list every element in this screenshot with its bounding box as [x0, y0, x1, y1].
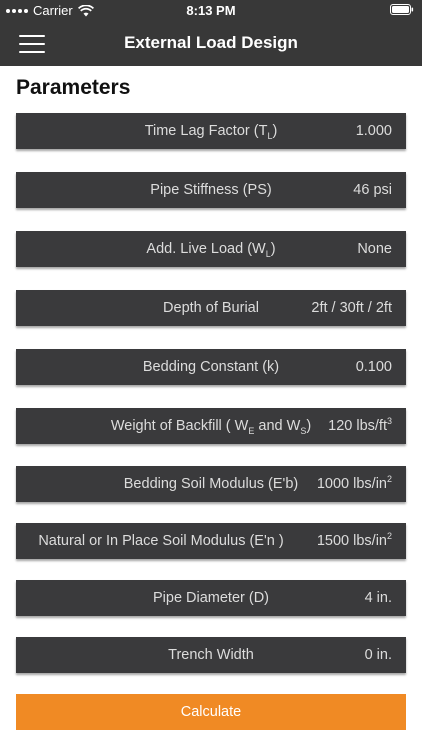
section-title: Parameters	[16, 76, 131, 99]
param-value: 1000 lbs/$in^2$	[316, 474, 392, 492]
param-label: Trench Width	[168, 647, 254, 663]
param-value: None	[357, 241, 392, 257]
param-value: 1.000	[355, 123, 392, 139]
param-value: 1500 lbs/$in^2$	[316, 531, 392, 549]
param-row-natural-soil-modulus[interactable]	[16, 523, 406, 559]
param-label: Natural or In Place Soil Modulus (E'n )	[38, 533, 284, 549]
param-row-trench-width[interactable]	[16, 637, 406, 673]
param-label: Weight of Backfill ( $W_E$ and $W_S$)	[110, 418, 312, 436]
param-label: Pipe Stiffness (PS)	[150, 182, 272, 198]
status-time: 8:13 PM	[186, 3, 236, 18]
param-value: 4 in.	[364, 590, 392, 606]
param-value: 2ft / 30ft / 2ft	[311, 300, 392, 316]
battery-icon	[390, 4, 414, 15]
param-label: Bedding Soil Modulus (E'b)	[123, 476, 299, 492]
param-label: Pipe Diameter (D)	[152, 590, 270, 606]
param-row-live-load[interactable]	[16, 231, 406, 267]
carrier-label: Carrier	[33, 3, 73, 18]
param-row-bedding-constant[interactable]	[16, 349, 406, 385]
nav-title: External Load Design	[124, 33, 298, 52]
param-value: 46 psi	[353, 182, 392, 198]
param-value: 120 lbs/$ft^3$	[328, 416, 392, 434]
param-label: Add. Live Load $(W_L)$	[146, 241, 276, 259]
param-label: Bedding Constant (k)	[142, 359, 280, 375]
param-label: Depth of Burial	[163, 300, 259, 316]
param-value: 0.100	[355, 359, 392, 375]
param-row-weight-of-backfill[interactable]	[16, 408, 406, 444]
param-row-time-lag-factor[interactable]	[16, 113, 406, 149]
status-bar	[0, 0, 422, 21]
param-value: 0 in.	[364, 647, 392, 663]
nav-bar	[0, 21, 422, 66]
param-row-bedding-soil-modulus[interactable]	[16, 466, 406, 502]
param-row-depth-of-burial[interactable]	[16, 290, 406, 326]
param-label: Time Lag Factor $(T_L)$	[144, 123, 278, 141]
param-row-pipe-stiffness[interactable]	[16, 172, 406, 208]
param-row-pipe-diameter[interactable]	[16, 580, 406, 616]
calculate-button[interactable]: Calculate	[16, 694, 406, 730]
